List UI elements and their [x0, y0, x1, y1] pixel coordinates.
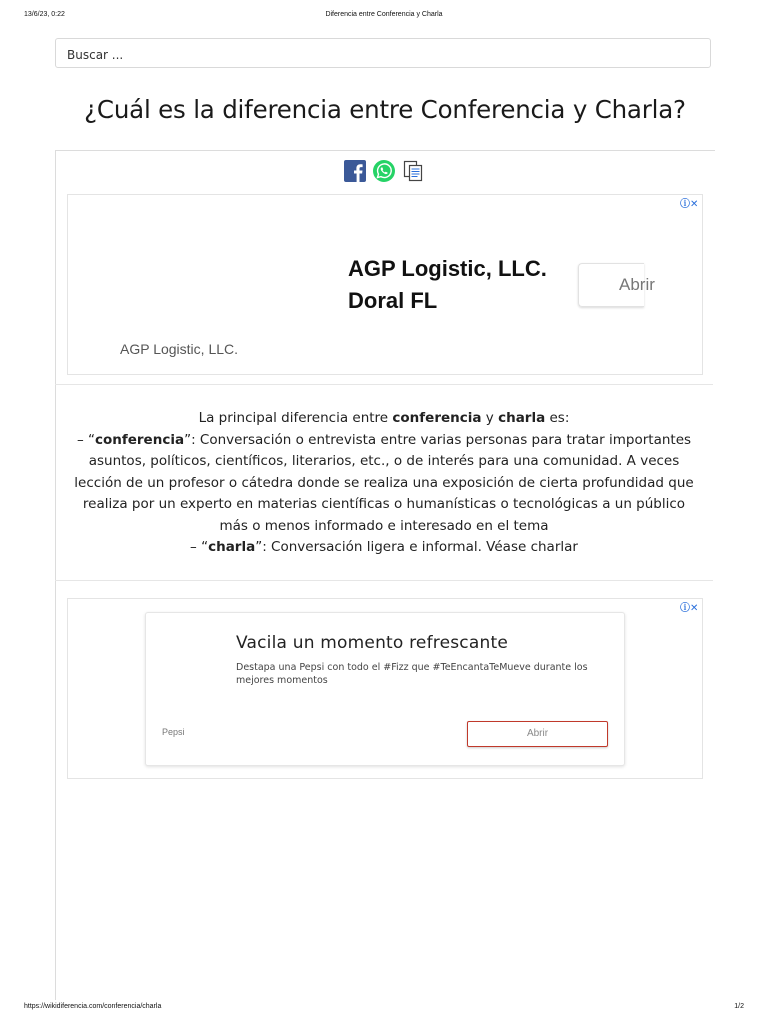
- adchoices-icon[interactable]: ⓘ✕: [680, 603, 699, 614]
- ad-headline-line2: Doral FL: [348, 288, 438, 313]
- facebook-icon[interactable]: [343, 159, 367, 183]
- page-title: ¿Cuál es la diferencia entre Conferencia y Charla?: [84, 95, 686, 124]
- ad-open-button[interactable]: Abrir: [467, 721, 608, 747]
- print-datetime: 13/6/23, 0:22: [24, 11, 65, 18]
- ad-advertiser: AGP Logistic, LLC.: [120, 341, 239, 357]
- ad-description: Destapa una Pepsi con todo el #Fizz que #TeEncantaTeMueve durante los mejores momentos: [236, 662, 588, 686]
- ad-advertiser: Pepsi: [162, 727, 185, 737]
- term-charla: charla: [498, 410, 546, 426]
- divider: [55, 384, 713, 385]
- ad-headline: Vacila un momento refrescante: [236, 633, 508, 653]
- definition-conferencia: – “conferencia”: Conversación o entrevista entre varias personas para tratar importantes asuntos, políticos, científicos, literarios, etc., o de interés para una comunidad. A veces lección de un profesor o cátedra donde se realiza una exposición de cierta profundidad que realiza por un experto en materias científicas o humanísticas o tecnológicas a un público más o menos informado e interesado en el tema: [74, 431, 694, 534]
- print-page-number: 1/2: [734, 1003, 744, 1010]
- ad-card[interactable]: [145, 612, 625, 766]
- article-body: [70, 408, 698, 559]
- share-bar: [343, 159, 425, 183]
- definition-charla: – “charla”: Conversación ligera e informal. Véase charlar: [190, 539, 578, 555]
- print-doc-title: Diferencia entre Conferencia y Charla: [325, 11, 443, 18]
- whatsapp-icon[interactable]: [372, 159, 396, 183]
- print-url: https://wikidiferencia.com/conferencia/charla: [24, 1003, 162, 1010]
- divider: [55, 580, 713, 581]
- term-conferencia: conferencia: [392, 410, 482, 426]
- ad-banner-agp[interactable]: [67, 194, 703, 375]
- ad-headline-line1: AGP Logistic, LLC.: [348, 256, 547, 281]
- search-input[interactable]: [55, 38, 711, 68]
- ad-open-button[interactable]: Abrir: [578, 263, 644, 307]
- ad-headline: [348, 253, 547, 317]
- copy-icon[interactable]: [401, 159, 425, 183]
- ad-banner-pepsi[interactable]: [67, 598, 703, 779]
- search-placeholder: Buscar ...: [67, 48, 124, 62]
- article-intro: La principal diferencia entre conferencia y charla es:: [198, 410, 570, 426]
- adchoices-icon[interactable]: ⓘ✕: [680, 199, 699, 210]
